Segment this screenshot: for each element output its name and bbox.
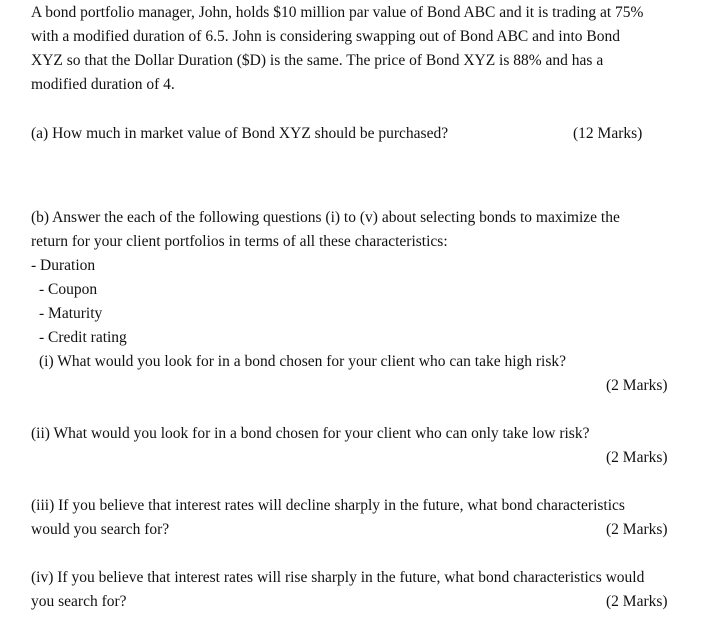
characteristic-credit-rating: - Credit rating xyxy=(39,329,127,346)
question-a-text: (a) How much in market value of Bond XYZ should be purchased? xyxy=(31,125,449,142)
sub-question-iv-line-2: you search for? xyxy=(31,593,127,610)
sub-question-i-marks: (2 Marks) xyxy=(606,377,668,394)
question-b-line-1: (b) Answer the each of the following questions (i) to (v) about selecting bonds to maximize the xyxy=(31,209,620,226)
sub-question-iii-line-1: (iii) If you believe that interest rates will decline sharply in the future, what bond characteristics xyxy=(31,497,625,514)
sub-question-i-text: (i) What would you look for in a bond chosen for your client who can take high risk? xyxy=(39,353,567,370)
intro-line-1: A bond portfolio manager, John, holds $10 million par value of Bond ABC and it is trading at 75% xyxy=(31,4,644,21)
intro-line-4: modified duration of 4. xyxy=(31,76,175,93)
characteristic-coupon: - Coupon xyxy=(39,281,98,298)
characteristic-maturity: - Maturity xyxy=(39,305,103,322)
sub-question-ii-marks: (2 Marks) xyxy=(606,449,668,466)
sub-question-ii-text: (ii) What would you look for in a bond chosen for your client who can only take low risk? xyxy=(31,425,590,442)
sub-question-iv-marks: (2 Marks) xyxy=(606,593,668,610)
intro-line-2: with a modified duration of 6.5. John is considering swapping out of Bond ABC and into Bond xyxy=(31,28,620,45)
sub-question-iv-line-1: (iv) If you believe that interest rates will rise sharply in the future, what bond characteristics would xyxy=(31,569,645,586)
question-a-marks: (12 Marks) xyxy=(573,125,643,142)
question-b-line-2: return for your client portfolios in terms of all these characteristics: xyxy=(31,233,448,250)
sub-question-iii-line-2: would you search for? xyxy=(31,521,170,538)
sub-question-iii-marks: (2 Marks) xyxy=(606,521,668,538)
characteristic-duration: - Duration xyxy=(31,257,96,274)
intro-line-3: XYZ so that the Dollar Duration ($D) is the same. The price of Bond XYZ is 88% and has a xyxy=(31,52,604,69)
